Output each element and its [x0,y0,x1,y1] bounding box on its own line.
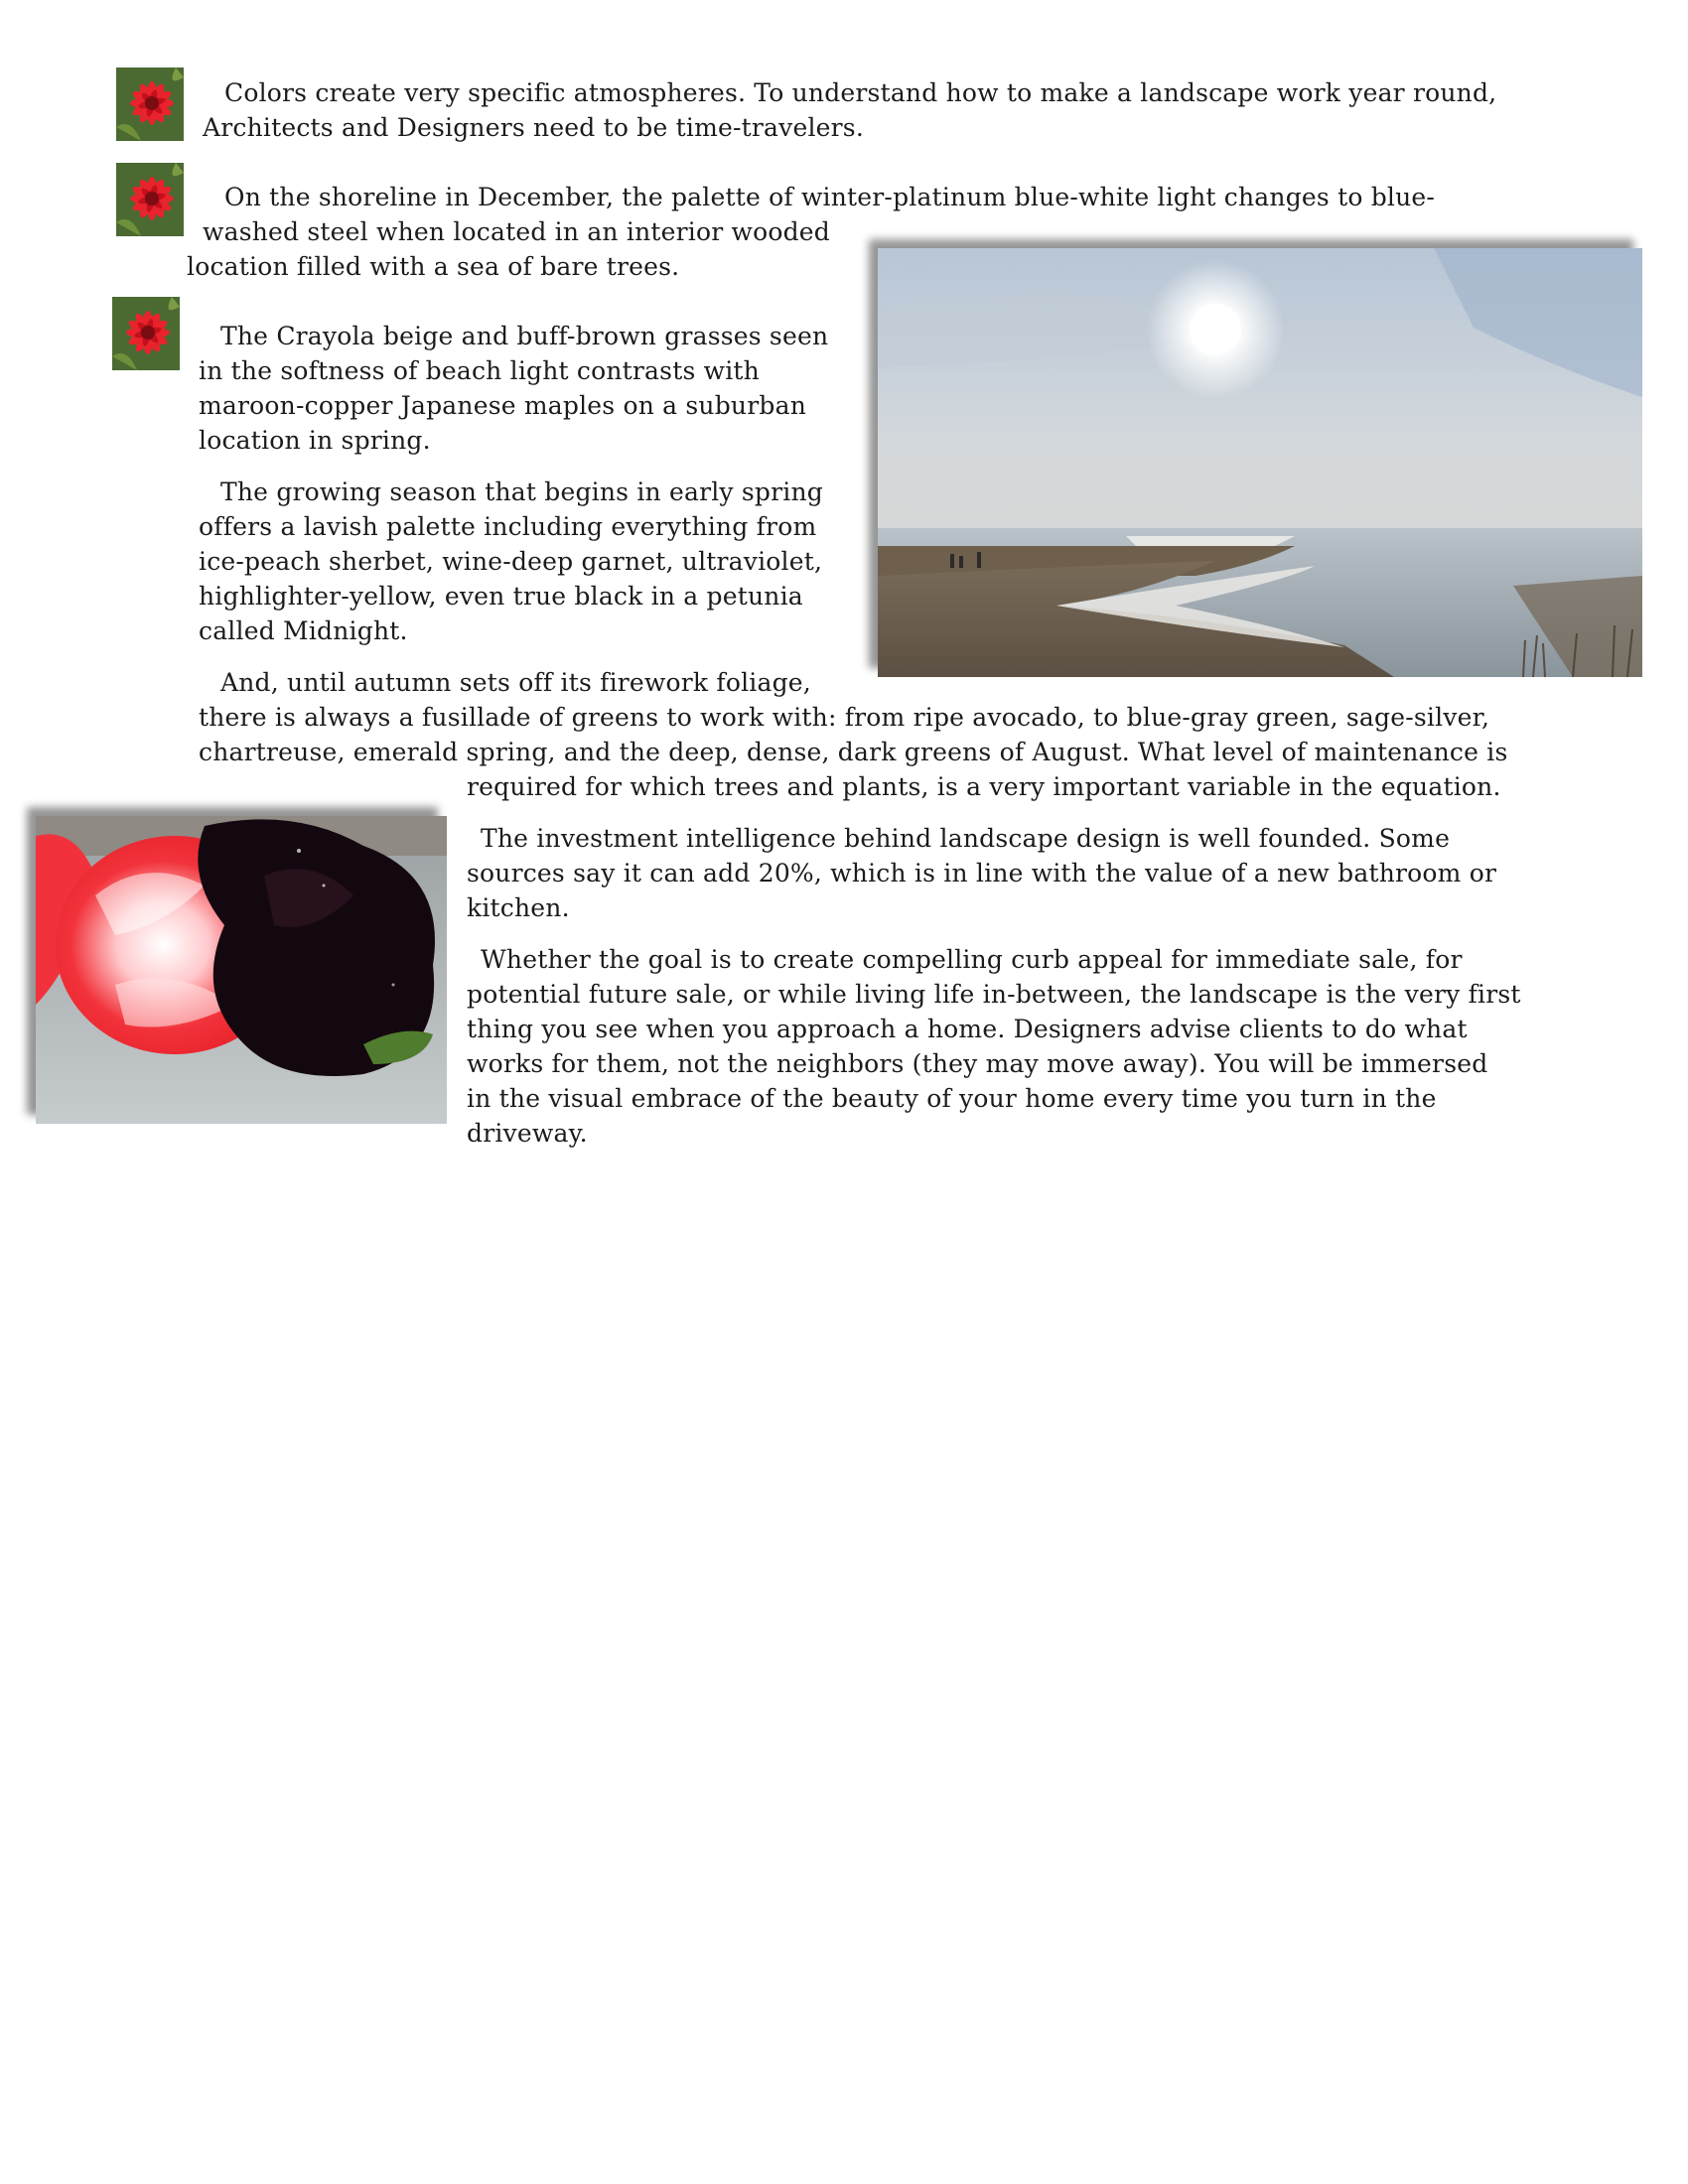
daisy-bullet-icon-2 [116,163,184,236]
text-line: The growing season that begins in early spring [220,478,823,506]
text-line: works for them, not the neighbors (they may move away). You will be immersed [467,1049,1488,1078]
daisy-icon [116,68,184,141]
text-line: On the shoreline in December, the palette of winter-platinum blue-white light changes to blue- [224,183,1436,211]
text-line: Whether the goal is to create compelling curb appeal for immediate sale, for [481,945,1463,974]
text-line: The investment intelligence behind landscape design is well founded. Some [481,824,1451,853]
text-line: kitchen. [467,893,570,922]
text-line: potential future sale, or while living life in-between, the landscape is the very first [467,980,1521,1009]
text-line: maroon-copper Japanese maples on a suburban [199,391,806,420]
text-line: sources say it can add 20%, which is in line with the value of a new bathroom or [467,859,1497,887]
daisy-bullet-icon-3 [112,297,180,370]
text-line: thing you see when you approach a home. Designers advise clients to do what [467,1015,1468,1043]
rose-and-petunia-image [36,816,447,1124]
text-line: location in spring. [199,426,431,455]
daisy-bullet-icon-1 [116,68,184,141]
text-line: Colors create very specific atmospheres. To understand how to make a landscape work year round, [224,78,1497,107]
text-line: Architects and Designers need to be time-travelers. [203,113,864,142]
text-line: offers a lavish palette including everything from [199,512,817,541]
flower-photo [36,816,447,1124]
text-line: washed steel when located in an interior wooded [203,217,831,246]
winter-shoreline-image [878,248,1642,677]
text-line: required for which trees and plants, is a very important variable in the equation. [467,772,1501,801]
daisy-icon [112,297,180,370]
text-line: there is always a fusillade of greens to work with: from ripe avocado, to blue-gray green, sage-silver, [199,703,1490,732]
text-line: ice-peach sherbet, wine-deep garnet, ultraviolet, [199,547,823,576]
text-line: driveway. [467,1119,588,1148]
text-line: highlighter-yellow, even true black in a petunia [199,582,803,611]
text-line: chartreuse, emerald spring, and the deep, dense, dark greens of August. What level of maintenance is [199,738,1508,766]
text-line: called Midnight. [199,616,408,645]
text-line: And, until autumn sets off its firework foliage, [220,668,811,697]
text-line: in the softness of beach light contrasts with [199,356,760,385]
beach-photo [878,248,1642,677]
text-line: location filled with a sea of bare trees. [187,252,680,281]
text-line: The Crayola beige and buff-brown grasses seen [220,322,829,350]
daisy-icon [116,163,184,236]
text-line: in the visual embrace of the beauty of your home every time you turn in the [467,1084,1437,1113]
